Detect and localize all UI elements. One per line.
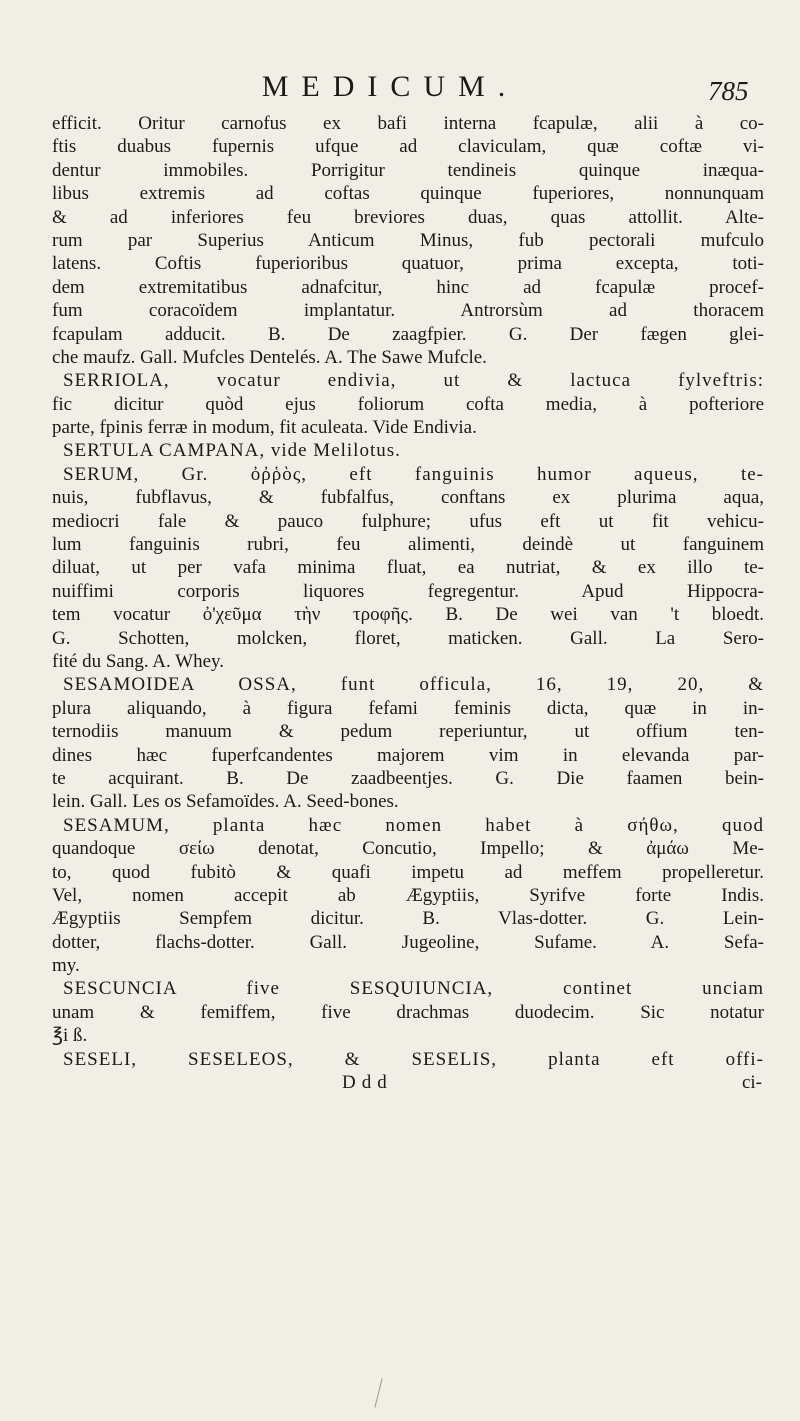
text-line: & ad inferiores feu breviores duas, quas attollit. Alte-: [52, 206, 764, 228]
page-footer: [52, 1071, 764, 1094]
text-line: ternodiis manuum & pedum reperiuntur, ut offium ten-: [52, 721, 764, 743]
catchword: ci-: [741, 1072, 762, 1094]
text-body: [52, 112, 764, 1094]
entry-serriola: SERRIOLA, vocatur endivia, ut & lactuca fylveftris:: [63, 370, 764, 392]
text-line: fité du Sang. A. Whey.: [52, 650, 225, 672]
entry-sertula-campana: SERTULA CAMPANA, vide Melilotus.: [63, 440, 401, 462]
text-line: fum coracoïdem implantatur. Antrorsùm ad thoracem: [52, 300, 764, 322]
text-line: my.: [52, 955, 80, 977]
page-header: [0, 70, 800, 110]
text-line: diluat, ut per vafa minima fluat, ea nutriat, & ex illo te-: [52, 557, 764, 579]
text-line: che maufz. Gall. Mufcles Dentelés. A. The Sawe Mufcle.: [52, 346, 487, 368]
text-line: G. Schotten, molcken, floret, maticken. Gall. La Sero-: [52, 627, 764, 649]
text-line: dem extremitatibus adnafcitur, hinc ad fcapulæ procef-: [52, 276, 764, 298]
text-line: plura aliquando, à figura fefami feminis dicta, quæ in in-: [52, 697, 764, 719]
text-line: Ægyptiis Sempfem dicitur. B. Vlas-dotter. G. Lein-: [52, 908, 764, 930]
text-line: quandoque σείω denotat, Concutio, Impello; & ἀμάω Me-: [52, 838, 764, 860]
signature-mark: Ddd: [342, 1072, 393, 1094]
text-line: fcapulam adducit. B. De zaagfpier. G. Der fægen glei-: [52, 323, 764, 345]
text-line: dentur immobiles. Porrigitur tendineis quinque inæqua-: [52, 159, 764, 181]
page-number: 785: [708, 76, 749, 106]
stray-pen-mark: [374, 1378, 382, 1407]
entry-serum: SERUM, Gr. ὀῤῥὸς, eft fanguinis humor aqueus, te-: [63, 463, 764, 485]
text-line: te acquirant. B. De zaadbeentjes. G. Die faamen bein-: [52, 767, 764, 789]
text-line: lum fanguinis rubri, feu alimenti, deindè ut fanguinem: [52, 534, 764, 556]
text-line: dines hæc fuperfcandentes majorem vim in elevanda par-: [52, 744, 764, 766]
text-line: unam & femiffem, five drachmas duodecim. Sic notatur: [52, 1001, 764, 1023]
text-line: mediocri fale & pauco fulphure; ufus eft ut fit vehicu-: [52, 510, 764, 532]
text-line: parte, fpinis ferræ in modum, fit aculeata. Vide Endivia.: [52, 417, 477, 439]
text-line: lein. Gall. Les os Sefamoïdes. A. Seed-bones.: [52, 791, 399, 813]
text-line: tem vocatur ὀ'χεῦμα τὴν τροφῆς. B. De wei van 't bloedt.: [52, 604, 764, 626]
text-line: dotter, flachs-dotter. Gall. Jugeoline, Sufame. A. Sefa-: [52, 931, 764, 953]
text-line: ftis duabus fupernis ufque ad claviculam, quæ coftæ vi-: [52, 136, 764, 158]
entry-sescuncia: SESCUNCIA five SESQUIUNCIA, continet unciam: [63, 978, 764, 1000]
text-line: nuis, fubflavus, & fubfalfus, conftans ex plurima aqua,: [52, 487, 764, 509]
text-line: ℥i ß.: [52, 1025, 88, 1047]
running-head: MEDICUM.: [261, 70, 519, 103]
text-line: nuiffimi corporis liquores fegregentur. Apud Hippocra-: [52, 580, 764, 602]
entry-seseli: SESELI, SESELEOS, & SESELIS, planta eft offi-: [63, 1048, 764, 1070]
text-line: libus extremis ad coftas quinque fuperiores, nonnunquam: [52, 183, 764, 205]
text-line: to, quod fubitò & quafi impetu ad meffem propelleretur.: [52, 861, 764, 883]
text-line: efficit. Oritur carnofus ex bafi interna fcapulæ, alii à co-: [52, 113, 764, 134]
text-line: latens. Coftis fuperioribus quatuor, prima excepta, toti-: [52, 253, 764, 275]
entry-sesamoidea-ossa: SESAMOIDEA OSSA, funt officula, 16, 19, 20, &: [63, 674, 764, 696]
text-line: fic dicitur quòd ejus foliorum cofta media, à pofteriore: [52, 393, 764, 415]
text-line: Vel, nomen accepit ab Ægyptiis, Syrifve forte Indis.: [52, 884, 764, 906]
text-line: rum par Superius Anticum Minus, fub pectorali mufculo: [52, 229, 764, 251]
entry-sesamum: SESAMUM, planta hæc nomen habet à σήθω, quod: [63, 814, 764, 836]
